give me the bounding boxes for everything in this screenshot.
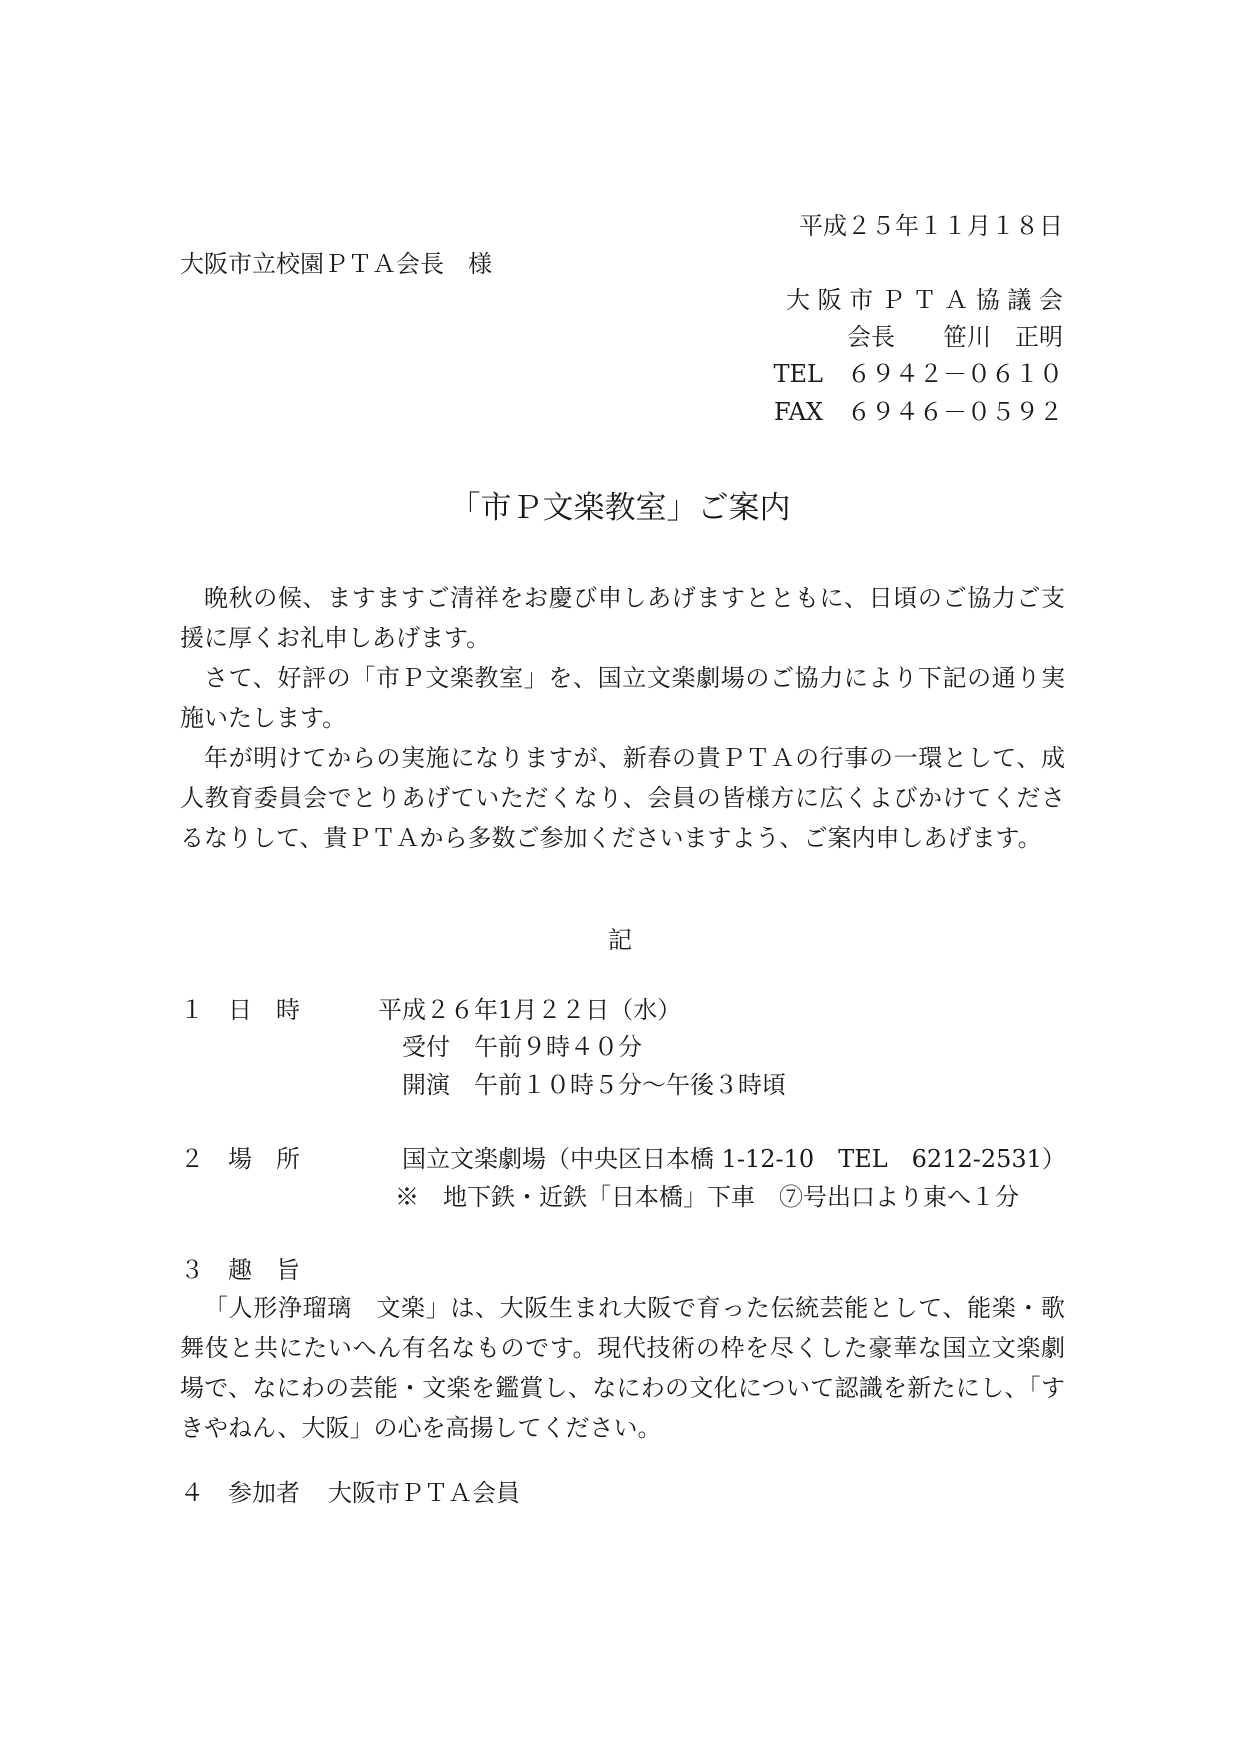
item-1-reception: 受付 午前９時４０分: [402, 1033, 642, 1061]
item-2-label: ２ 場 所: [180, 1145, 300, 1173]
item-3-label: ３ 趣 旨: [180, 1256, 300, 1284]
item-1-show: 開演 午前１０時５分～午後３時頃: [402, 1071, 786, 1099]
item-4-value: 大阪市ＰＴＡ会員: [328, 1479, 520, 1507]
addressee: 大阪市立校園ＰＴＡ会長 様: [180, 250, 492, 278]
sender-person: 会長 笹川 正明: [847, 323, 1063, 351]
item-3-text: 「人形浄瑠璃 文楽」は、大阪生まれ大阪で育った伝統芸能として、能楽・歌舞伎と共にたいへん有名なものです。現代技術の枠を尽くした豪華な国立文楽劇場で、なにわの芸能・文楽を鑑賞し、なにわの文化について認識を新たにし、「すきやねん、大阪」の心を高揚してください。: [180, 1294, 1065, 1442]
body-paragraph-1: 晩秋の候、ますますご清祥をお慶び申しあげますとともに、日頃のご協力ご支援に厚くお礼申しあげます。: [180, 584, 1065, 652]
ki-heading: 記: [608, 926, 632, 954]
body-paragraph-3: 年が明けてからの実施になりますが、新春の貴ＰＴＡの行事の一環として、成人教育委員会でとりあげていただくなり、会員の皆様方に広くよびかけてくださるなりして、貴ＰＴＡから多数ご参加くださいますよう、ご案内申しあげます。: [180, 744, 1065, 852]
item-2-venue: 国立文楽劇場（中央区日本橋 1-12-10 TEL 6212-2531）: [402, 1145, 1066, 1173]
item-2-access: ※ 地下鉄・近鉄「日本橋」下車 ⑦号出口より東へ１分: [395, 1183, 1019, 1211]
body-paragraph-2: さて、好評の「市Ｐ文楽教室」を、国立文楽劇場のご協力により下記の通り実施いたします。: [180, 664, 1065, 732]
item-1-date: 平成２６年1月２２日（水）: [378, 996, 682, 1024]
sender-tel: TEL ６９４２－０６１０: [773, 360, 1063, 388]
sender-fax: FAX ６９４６－０５９２: [774, 398, 1063, 426]
item-1-label: １ 日 時: [180, 996, 300, 1024]
sender-organization: 大 阪 市 Ｐ Ｔ Ａ 協 議 会: [785, 286, 1063, 314]
document-title: 「市Ｐ文楽教室」ご案内: [449, 490, 791, 526]
item-4-label: ４ 参加者: [180, 1479, 300, 1507]
issue-date: 平成２５年１１月１８日: [799, 212, 1063, 240]
